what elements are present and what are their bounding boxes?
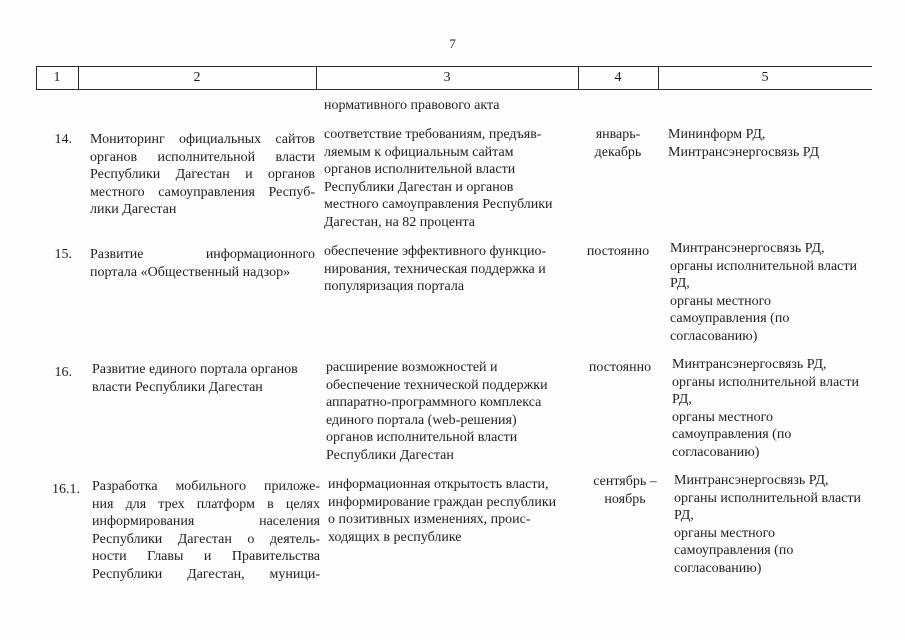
table-header-top-border: [36, 66, 872, 67]
event-line: власти Республики Дагестан: [92, 379, 263, 395]
event-line: местного самоуправления Респуб-: [90, 184, 315, 200]
row-number: 16.1.: [52, 482, 80, 497]
result-cell: [326, 359, 576, 465]
event-line: ния для трех платформ в целях: [92, 496, 320, 512]
event-line: Республики Дагестан, муници-: [92, 566, 320, 582]
executor-line: Mининформ РД,: [668, 127, 766, 142]
term-cell: [584, 473, 666, 508]
executor-line: самоуправления (по: [670, 311, 790, 327]
result-line: о позитивных изменениях, проис-: [328, 512, 531, 528]
column-header-5: 5: [761, 70, 769, 85]
executor-line: Минтрансэнергосвязь РД,: [672, 357, 827, 372]
result-line: ходящих в республике: [328, 529, 462, 545]
result-line: информационная открытость власти,: [328, 477, 549, 492]
continuation-text: нормативного правового акта: [324, 98, 500, 113]
executor-line: Минтрансэнергосвязь РД,: [674, 473, 829, 488]
result-line: обеспечение эффективного функцио-: [324, 244, 547, 259]
term-line: январь-: [595, 127, 641, 142]
result-line: органов исполнительной власти: [326, 430, 518, 446]
result-line: обеспечение технической поддержки: [326, 377, 548, 393]
event-line: Республики Дагестан и органов: [90, 167, 315, 183]
executor-line: Минтрансэнергосвязь РД,: [670, 241, 825, 256]
event-cell: [92, 478, 320, 584]
event-line: Республики Дагестан о деятель-: [92, 531, 320, 547]
event-line: Мониторинг официальных сайтов: [90, 132, 315, 147]
result-line: соответствие требованиям, предъяв-: [324, 127, 542, 142]
result-line: Республики Дагестан: [326, 447, 454, 463]
result-line: единого портала (web-решения): [326, 412, 517, 428]
result-cell: [324, 243, 576, 296]
event-cell: [90, 246, 315, 281]
column-header-2: 2: [193, 70, 201, 85]
column-header-3: 3: [443, 70, 451, 85]
result-line: информирование граждан республики: [328, 494, 557, 510]
event-cell: [90, 131, 315, 219]
event-line: информирования населения: [92, 514, 320, 530]
row-number: 16.: [54, 365, 72, 380]
term-line: ноябрь: [604, 491, 646, 507]
result-line: ляемым к официальным сайтам: [324, 144, 514, 160]
executor-line: самоуправления (по: [672, 427, 792, 443]
event-line: ности Главы и Правительства: [92, 549, 320, 565]
executors-cell: [674, 472, 874, 578]
event-cell: [92, 361, 316, 396]
event-line: Развитие единого портала органов: [92, 362, 298, 377]
event-line: Развитие информационного: [90, 247, 315, 262]
executor-line: РД,: [672, 392, 692, 408]
executor-line: органы исполнительной власти: [672, 374, 859, 390]
event-line: портала «Общественный надзор»: [90, 264, 291, 280]
page-number: 7: [449, 36, 456, 51]
term-cell: [580, 243, 656, 261]
result-line: Дагестан, на 82 процента: [324, 214, 475, 230]
result-line: Республики Дагестан и органов: [324, 179, 514, 195]
result-line: аппаратно-программного комплекса: [326, 395, 542, 411]
column-header-4: 4: [614, 70, 622, 85]
term-cell: [580, 126, 656, 161]
executors-cell: [672, 356, 872, 462]
term-line: постоянно: [586, 244, 650, 259]
result-cell: [328, 476, 578, 546]
executors-cell: [670, 240, 872, 346]
row-number: 14.: [54, 132, 72, 147]
executor-line: РД,: [670, 276, 690, 292]
term-line: декабрь: [594, 144, 642, 160]
event-line: лики Дагестан: [90, 202, 177, 218]
executor-line: Минтрансэнергосвязь РД: [668, 144, 820, 160]
event-line: Разработка мобильного приложе-: [92, 479, 320, 494]
executor-line: согласованию): [674, 560, 762, 576]
result-line: местного самоуправления Республики: [324, 197, 553, 213]
executor-line: органы местного: [672, 409, 773, 425]
executor-line: органы исполнительной власти: [670, 258, 857, 274]
table-header-bottom-border: [36, 89, 872, 90]
result-line: органов исполнительной власти: [324, 162, 516, 178]
term-line: постоянно: [588, 360, 652, 375]
executor-line: согласованию): [670, 328, 758, 344]
executor-line: РД,: [674, 508, 694, 524]
executor-line: органы местного: [670, 293, 771, 309]
column-header-1: 1: [53, 70, 61, 85]
term-cell: [582, 359, 658, 377]
result-line: популяризация портала: [324, 279, 465, 295]
executor-line: согласованию): [672, 444, 760, 460]
result-line: нирования, техническая поддержка и: [324, 261, 546, 277]
event-line: органов исполнительной власти: [90, 149, 315, 165]
executor-line: органы местного: [674, 525, 775, 541]
executor-line: самоуправления (по: [674, 543, 794, 559]
executor-line: органы исполнительной власти: [674, 490, 861, 506]
row-number: 15.: [54, 247, 72, 262]
result-line: расширение возможностей и: [326, 360, 498, 375]
executors-cell: [668, 126, 872, 161]
term-line: сентябрь –: [593, 474, 657, 489]
result-cell: [324, 126, 576, 232]
